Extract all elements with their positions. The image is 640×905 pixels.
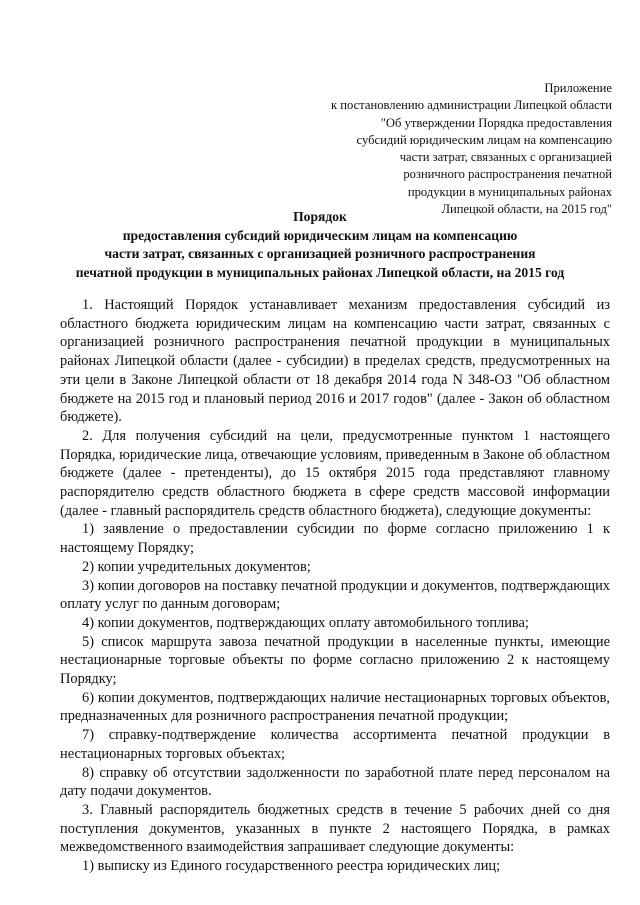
appendix-line: Липецкой области, на 2015 год" (441, 202, 612, 217)
appendix-line: субсидий юридическим лицам на компенсацию (356, 132, 612, 147)
paragraph: 2. Для получения субсидий на цели, предусмотренные пунктом 1 настоящего Порядка, юридические лица, отвечающие условиям, приведенным в Законе об областном бюджете (далее - претенденты), до 15 октября 2015 года представляют главному распорядителю средств областного бюджета в сфере средств массовой информации (далее - главный распорядитель средств областного бюджета), следующие документы: (60, 427, 610, 519)
document-title (0, 208, 640, 282)
list-item: 7) справку-подтверждение количества ассортимента печатной продукции в нестационарных торговых объектах; (60, 727, 610, 762)
appendix-line: части затрат, связанных с организацией (399, 150, 612, 165)
title-line: части затрат, связанных с организацией розничного распространения (104, 246, 536, 262)
list-item: 2) копии учредительных документов; (82, 558, 311, 575)
list-item: 1) заявление о предоставлении субсидии по форме согласно приложению 1 к настоящему Порядку; (60, 521, 610, 557)
title-line: печатной продукции в муниципальных районах Липецкой области, на 2015 год (75, 264, 565, 280)
list-item: 6) копии документов, подтверждающих наличие нестационарных торговых объектов, предназначенных для розничного распространения печатной продукции; (60, 689, 610, 725)
appendix-line: Приложение (544, 81, 612, 95)
list-item: 3) копии договоров на поставку печатной продукции и документов, подтверждающих оплату услуг по данным договорам; (60, 577, 610, 613)
appendix-line: "Об утверждении Порядка предоставления (380, 115, 612, 130)
paragraph: 3. Главный распорядитель бюджетных средств в течение 5 рабочих дней со дня поступления документов, указанных в пункте 2 настоящего Порядка, в рамках межведомственного взаимодействия запрашивает следующие документы: (60, 801, 610, 856)
appendix-line: розничного распространения печатной (403, 167, 612, 182)
appendix-line: продукции в муниципальных районах (407, 184, 612, 199)
list-item: 8) справку об отсутствии задолженности по заработной плате перед персоналом на дату подачи документов. (60, 764, 610, 800)
appendix-line: к постановлению администрации Липецкой области (331, 98, 612, 113)
list-item: 1) выписку из Единого государственного реестра юридических лиц; (82, 858, 501, 875)
document-body (60, 296, 610, 876)
appendix-header (331, 80, 612, 218)
paragraph: 1. Настоящий Порядок устанавливает механизм предоставления субсидий из областного бюджета юридическим лицам на компенсацию части затрат, связанных с организацией розничного распространения печатной продукции в муниципальных районах Липецкой области (далее - субсидии) в пределах средств, предусмотренных на эти цели в Законе Липецкой области от 18 декабря 2014 года N 348-ОЗ "Об областном бюджете на 2015 год и плановый период 2016 и 2017 годов" (далее - Закон об областном бюджете). (60, 297, 610, 426)
title-line: предоставления субсидий юридическим лицам на компенсацию (122, 227, 518, 243)
list-item: 5) список маршрута завоза печатной продукции в населенные пункты, имеющие нестационарные торговые объекты по форме согласно приложению 2 к настоящему Порядку; (60, 633, 610, 688)
title-line: Порядок (293, 209, 347, 224)
list-item: 4) копии документов, подтверждающих оплату автомобильного топлива; (82, 614, 529, 631)
